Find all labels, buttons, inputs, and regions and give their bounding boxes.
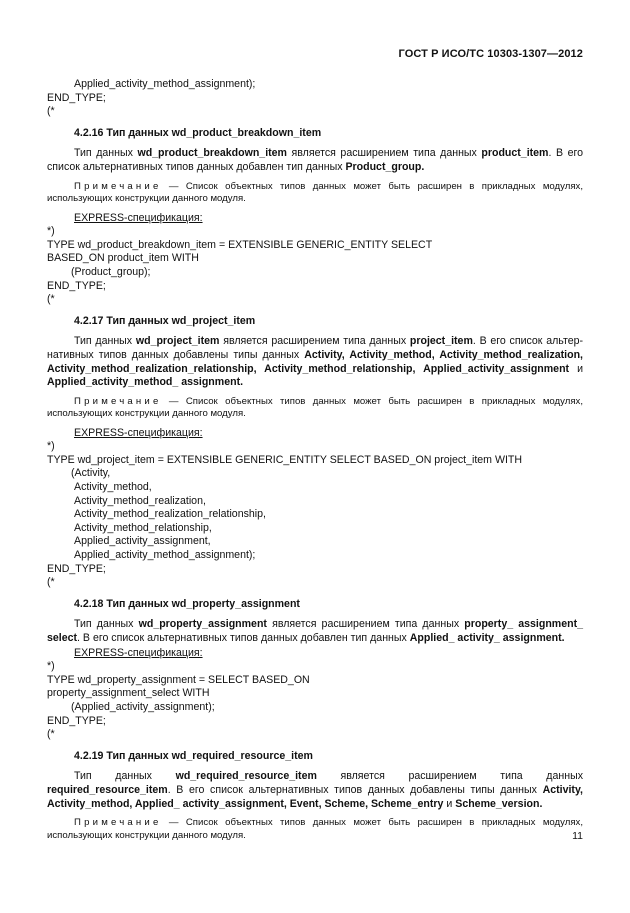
text-span: является расширением типа данных: [286, 147, 482, 160]
code-line: Applied_activity_method_assignment);: [74, 78, 256, 90]
code-line: *): [47, 660, 55, 673]
code-line: Activity_method_realization_relationship,: [74, 508, 266, 521]
bold-term: wd_project_item: [135, 335, 220, 348]
text-span: . В его список альтернативных типов данных добавлен тип данных: [47, 147, 584, 173]
paragraph-4-2-17: [47, 335, 583, 389]
text-span: и: [569, 362, 583, 375]
note-text: — Список объектных типов данных может быть расширен в прикладных модулях, использующих конструкции данного модуля.: [47, 817, 583, 841]
page-number: 11: [572, 830, 583, 842]
bold-term: project_item: [409, 335, 473, 348]
code-line: TYPE wd_property_assignment = SELECT BASED_ON: [47, 673, 310, 686]
bold-term: required_resource_item: [47, 783, 168, 796]
text-span: является расширением типа данных: [219, 335, 410, 348]
code-line: BASED_ON product_item WITH: [47, 252, 199, 265]
section-heading-4-2-18: 4.2.18 Тип данных wd_property_assignment: [74, 597, 300, 610]
text-span: Тип данных: [74, 147, 138, 160]
paragraph-4-2-19: [47, 770, 583, 811]
bold-term: Product_group.: [345, 160, 425, 173]
page-content: [47, 78, 583, 848]
code-line: END_TYPE;: [47, 714, 106, 727]
express-spec-label: EXPRESS-спецификация:: [74, 426, 203, 439]
bold-term: product_item: [481, 147, 549, 160]
code-line: (*: [47, 728, 55, 741]
bold-term: wd_required_resource_item: [175, 770, 317, 783]
code-line: (*: [47, 105, 55, 118]
note: [47, 396, 583, 421]
code-line: END_TYPE;: [47, 562, 106, 575]
code-line: TYPE wd_project_item = EXTENSIBLE GENERIC_ENTITY SELECT BASED_ON project_item WITH: [47, 453, 523, 466]
text-span: и: [443, 797, 456, 810]
code-line: (*: [47, 576, 55, 589]
note-label: Примечание: [74, 180, 162, 192]
bold-term: Activity, Activity_method, Applied_ activity_assignment, Event, Scheme, Scheme_entry: [47, 783, 583, 810]
bold-term: Applied_ activity_ assignment.: [409, 632, 565, 644]
bold-term: Scheme_version.: [455, 797, 543, 810]
express-spec-label: EXPRESS-спецификация:: [74, 211, 203, 224]
section-heading-4-2-19: 4.2.19 Тип данных wd_required_resource_item: [74, 749, 313, 762]
paragraph-4-2-16: [47, 147, 583, 174]
code-line: Activity_method_relationship,: [74, 521, 212, 534]
code-line: TYPE wd_product_breakdown_item = EXTENSIBLE GENERIC_ENTITY SELECT: [47, 238, 433, 251]
note-label: Примечание: [74, 395, 162, 407]
paragraph-4-2-18: [47, 618, 583, 645]
text-span: является расширением типа данных: [316, 770, 583, 783]
bold-term: wd_property_assignment: [138, 618, 267, 631]
code-line: Activity_method_realization,: [74, 494, 206, 507]
code-line: *): [47, 440, 55, 453]
section-heading-4-2-17: 4.2.17 Тип данных wd_project_item: [74, 314, 256, 327]
express-spec-label: EXPRESS-спецификация:: [74, 646, 203, 659]
text-span: является расширением типа данных: [266, 618, 465, 631]
text-span: Тип данных: [74, 335, 136, 348]
code-line: (Activity,: [71, 467, 111, 480]
text-span: . В его список альтер-нативных типов данных добавлены типы данных: [47, 335, 584, 361]
document-header: ГОСТ Р ИСО/ТС 10303-1307—2012: [398, 48, 583, 60]
note: [47, 817, 583, 842]
code-line: (Applied_activity_assignment);: [71, 700, 215, 713]
code-line: Applied_activity_assignment,: [74, 535, 211, 548]
bold-term: Activity, Activity_method, Activity_method_realization, Activity_method_realization_relationship, Activity_method_relationship, Applied_activity_assignment: [47, 348, 583, 375]
text-span: Тип данных: [74, 770, 176, 783]
bold-term: Applied_activity_method_ assignment.: [47, 376, 244, 389]
text-span: Тип данных: [74, 618, 139, 631]
code-line: Activity_method,: [74, 481, 152, 494]
bold-term: wd_product_breakdown_item: [137, 147, 287, 160]
code-line: (*: [47, 293, 55, 306]
note: [47, 181, 583, 206]
note-text: — Список объектных типов данных может быть расширен в прикладных модулях, использующих конструкции данного модуля.: [47, 395, 583, 420]
note-text: — Список объектных типов данных может быть расширен в прикладных модулях, использующих конструкции данного модуля.: [47, 180, 583, 205]
code-line: *): [47, 225, 55, 238]
text-span: . В его список альтернативных типов данных добавлен тип данных: [77, 632, 410, 644]
bold-term: property_ assignment_ select: [47, 618, 584, 644]
code-line: END_TYPE;: [47, 91, 106, 104]
code-line: (Product_group);: [71, 265, 151, 278]
text-span: . В его список альтернативных типов данных добавлены типы данных: [167, 783, 543, 796]
code-line: END_TYPE;: [47, 279, 106, 292]
note-label: Примечание: [74, 817, 162, 829]
section-heading-4-2-16: 4.2.16 Тип данных wd_product_breakdown_item: [74, 126, 322, 139]
code-line: property_assignment_select WITH: [47, 687, 210, 700]
code-line: Applied_activity_method_assignment);: [74, 549, 256, 562]
